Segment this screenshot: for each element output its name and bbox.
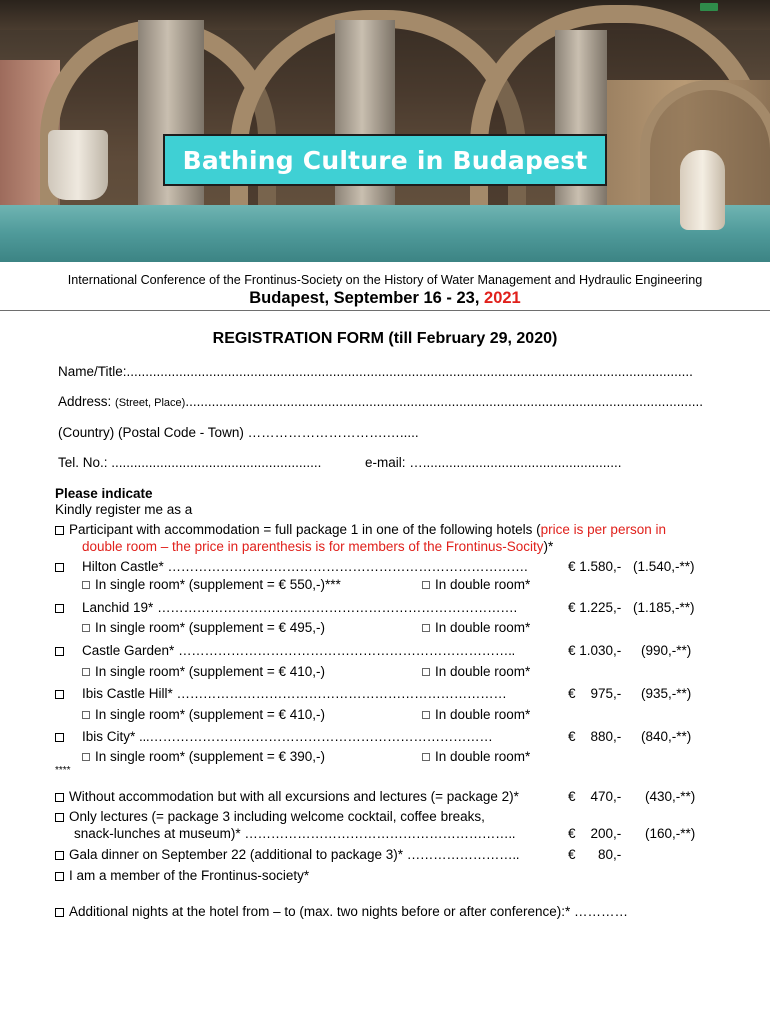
hotel-checkbox[interactable] [55, 647, 64, 656]
fountain-basin [48, 130, 108, 200]
address-dots: .......................................................................................................................................... [185, 394, 703, 409]
gala-dinner-price: € 80,- [568, 847, 622, 862]
postal-code-dots: ………………………….…..... [247, 425, 419, 440]
single-room-option[interactable] [82, 620, 325, 635]
hotel-dots: ………………………………………………………………… [176, 686, 507, 701]
banner-photo [0, 0, 770, 262]
single-room-label: In single room* (supplement = € 390,-) [95, 749, 325, 764]
package3-text-line2: snack-lunches at museum)* [74, 826, 245, 841]
phone-label: Tel. No.: [58, 455, 112, 470]
email-dots: …..................................................... [409, 455, 622, 470]
double-room-option[interactable] [422, 577, 530, 592]
hotel-price: € 1.225,- [568, 600, 622, 615]
package3-member-price: (160,-**) [645, 826, 696, 841]
header-divider [0, 310, 770, 311]
package1-price-note: price is per person in [540, 522, 666, 537]
double-room-label: In double room* [435, 620, 531, 635]
hotel-name: Castle Garden* [82, 643, 179, 658]
single-room-checkbox[interactable] [82, 581, 90, 589]
pool-water [0, 205, 770, 262]
single-room-checkbox[interactable] [82, 753, 90, 761]
double-room-checkbox[interactable] [422, 753, 430, 761]
package3-text: Only lectures (= package 3 including welcome cocktail, coffee breaks, [69, 809, 485, 824]
member-option[interactable] [55, 868, 309, 883]
package3-checkbox[interactable] [55, 813, 64, 822]
phone-field[interactable] [58, 455, 321, 470]
hotel-name: Ibis Castle Hill* [82, 686, 177, 701]
gala-dinner-dots: …………………….. [406, 847, 520, 862]
single-room-checkbox[interactable] [82, 668, 90, 676]
hotel-member-price: (935,-**) [641, 686, 692, 701]
package2-member-price: (430,-**) [645, 789, 696, 804]
banner-title: Bathing Culture in Budapest [182, 145, 588, 175]
double-room-option[interactable] [422, 620, 530, 635]
hotel-option-ibis-city[interactable] [55, 729, 493, 744]
package2-price: € 470,- [568, 789, 622, 804]
single-room-option[interactable] [82, 577, 341, 592]
double-room-checkbox[interactable] [422, 711, 430, 719]
hotel-name: Lanchid 19* [82, 600, 158, 615]
email-field[interactable] [365, 455, 622, 470]
hotel-checkbox[interactable] [55, 690, 64, 699]
hotel-dots: ………………………………………………………………………. [157, 600, 517, 615]
hotel-price: € 975,- [568, 686, 622, 701]
address-field[interactable] [58, 394, 703, 409]
fountain-statue [680, 150, 725, 230]
package3-price: € 200,- [568, 826, 622, 841]
hotel-member-price: (1.540,-**) [633, 559, 695, 574]
address-hint: (Street, Place) [115, 397, 186, 409]
name-dots: ....................................................................................................................................................... [126, 364, 693, 379]
event-date-line [0, 289, 770, 308]
double-room-label: In double room* [435, 707, 531, 722]
double-room-option[interactable] [422, 749, 530, 764]
hotel-member-price: (1.185,-**) [633, 600, 695, 615]
hotel-name: Ibis City* [82, 729, 140, 744]
gala-dinner-option[interactable] [55, 847, 519, 862]
package1-note-line2 [82, 539, 553, 554]
exit-sign-icon [700, 3, 718, 11]
package1-note-end: )* [543, 539, 554, 554]
package2-checkbox[interactable] [55, 793, 64, 802]
package1-member-note: double room – the price in parenthesis is for members of the Frontinus-Socity [82, 539, 544, 554]
package2-text: Without accommodation but with all excursions and lectures (= package 2)* [69, 789, 519, 804]
member-text: I am a member of the Frontinus-society* [69, 868, 310, 883]
hotel-member-price: (990,-**) [641, 643, 692, 658]
package3-line2 [74, 826, 515, 841]
phone-dots: ........................................................ [111, 455, 322, 470]
hotel-dots: ...…………………………………………………………………… [139, 729, 493, 744]
email-label: e-mail: [365, 455, 410, 470]
name-field[interactable] [58, 364, 693, 379]
gala-dinner-text: Gala dinner on September 22 (additional to package 3)* [69, 847, 407, 862]
double-room-checkbox[interactable] [422, 668, 430, 676]
single-room-checkbox[interactable] [82, 624, 90, 632]
hotel-option-ibis-castle-hill[interactable] [55, 686, 507, 701]
double-room-option[interactable] [422, 707, 530, 722]
package3-option[interactable] [55, 809, 485, 824]
double-room-label: In double room* [435, 749, 531, 764]
banner-title-box [163, 134, 607, 186]
hotel-checkbox[interactable] [55, 604, 64, 613]
package1-option[interactable] [55, 522, 666, 537]
hotel-checkbox[interactable] [55, 733, 64, 742]
single-room-label: In single room* (supplement = € 410,-) [95, 664, 325, 679]
package2-option[interactable] [55, 789, 519, 804]
package1-checkbox[interactable] [55, 526, 64, 535]
single-room-label: In single room* (supplement = € 550,-)*** [95, 577, 341, 592]
footnote-stars: **** [55, 765, 71, 776]
double-room-checkbox[interactable] [422, 624, 430, 632]
single-room-label: In single room* (supplement = € 410,-) [95, 707, 325, 722]
hotel-option-hilton[interactable] [55, 559, 527, 574]
form-title: REGISTRATION FORM (till February 29, 2020) [212, 330, 558, 347]
hotel-price: € 880,- [568, 729, 622, 744]
additional-nights-option[interactable] [55, 904, 628, 919]
hotel-price: € 1.030,- [568, 643, 622, 658]
hotel-member-price: (840,-**) [641, 729, 692, 744]
register-intro: Kindly register me as a [55, 502, 193, 517]
country-label: (Country) [58, 425, 119, 440]
name-label: Name/Title: [58, 364, 127, 379]
country-postal-field[interactable] [58, 425, 419, 440]
double-room-label: In double room* [435, 577, 531, 592]
hotel-option-castle-garden[interactable] [55, 643, 515, 658]
event-year: 2021 [484, 289, 521, 307]
single-room-option[interactable] [82, 707, 325, 722]
gala-dinner-checkbox[interactable] [55, 851, 64, 860]
hotel-price: € 1.580,- [568, 559, 622, 574]
single-room-option[interactable] [82, 664, 325, 679]
hotel-dots: ………………………………………………………………………. [167, 559, 528, 574]
member-checkbox[interactable] [55, 872, 64, 881]
single-room-label: In single room* (supplement = € 495,-) [95, 620, 325, 635]
conference-subtitle: International Conference of the Frontinus-Society on the History of Water Management and Hydraulic Engineering [67, 273, 703, 287]
double-room-label: In double room* [435, 664, 531, 679]
single-room-option[interactable] [82, 749, 325, 764]
hotel-name: Hilton Castle* [82, 559, 168, 574]
double-room-option[interactable] [422, 664, 530, 679]
address-label: Address: [58, 394, 116, 409]
additional-nights-dots: ………… [574, 904, 629, 919]
additional-nights-checkbox[interactable] [55, 908, 64, 917]
double-room-checkbox[interactable] [422, 581, 430, 589]
additional-nights-text: Additional nights at the hotel from – to (max. two nights before or after conference):* [69, 904, 575, 919]
hotel-option-lanchid[interactable] [55, 600, 517, 615]
hotel-checkbox[interactable] [55, 563, 64, 572]
package3-dots: …………………………………………………….. [244, 826, 516, 841]
postal-code-label: (Postal Code - Town) [118, 425, 248, 440]
please-indicate-heading: Please indicate [55, 486, 153, 501]
event-location-date: Budapest, September 16 - 23, [249, 289, 485, 307]
hotel-dots: ………………………………………………………………….. [178, 643, 515, 658]
package1-text: Participant with accommodation = full package 1 in one of the following hotels ( [69, 522, 541, 537]
single-room-checkbox[interactable] [82, 711, 90, 719]
